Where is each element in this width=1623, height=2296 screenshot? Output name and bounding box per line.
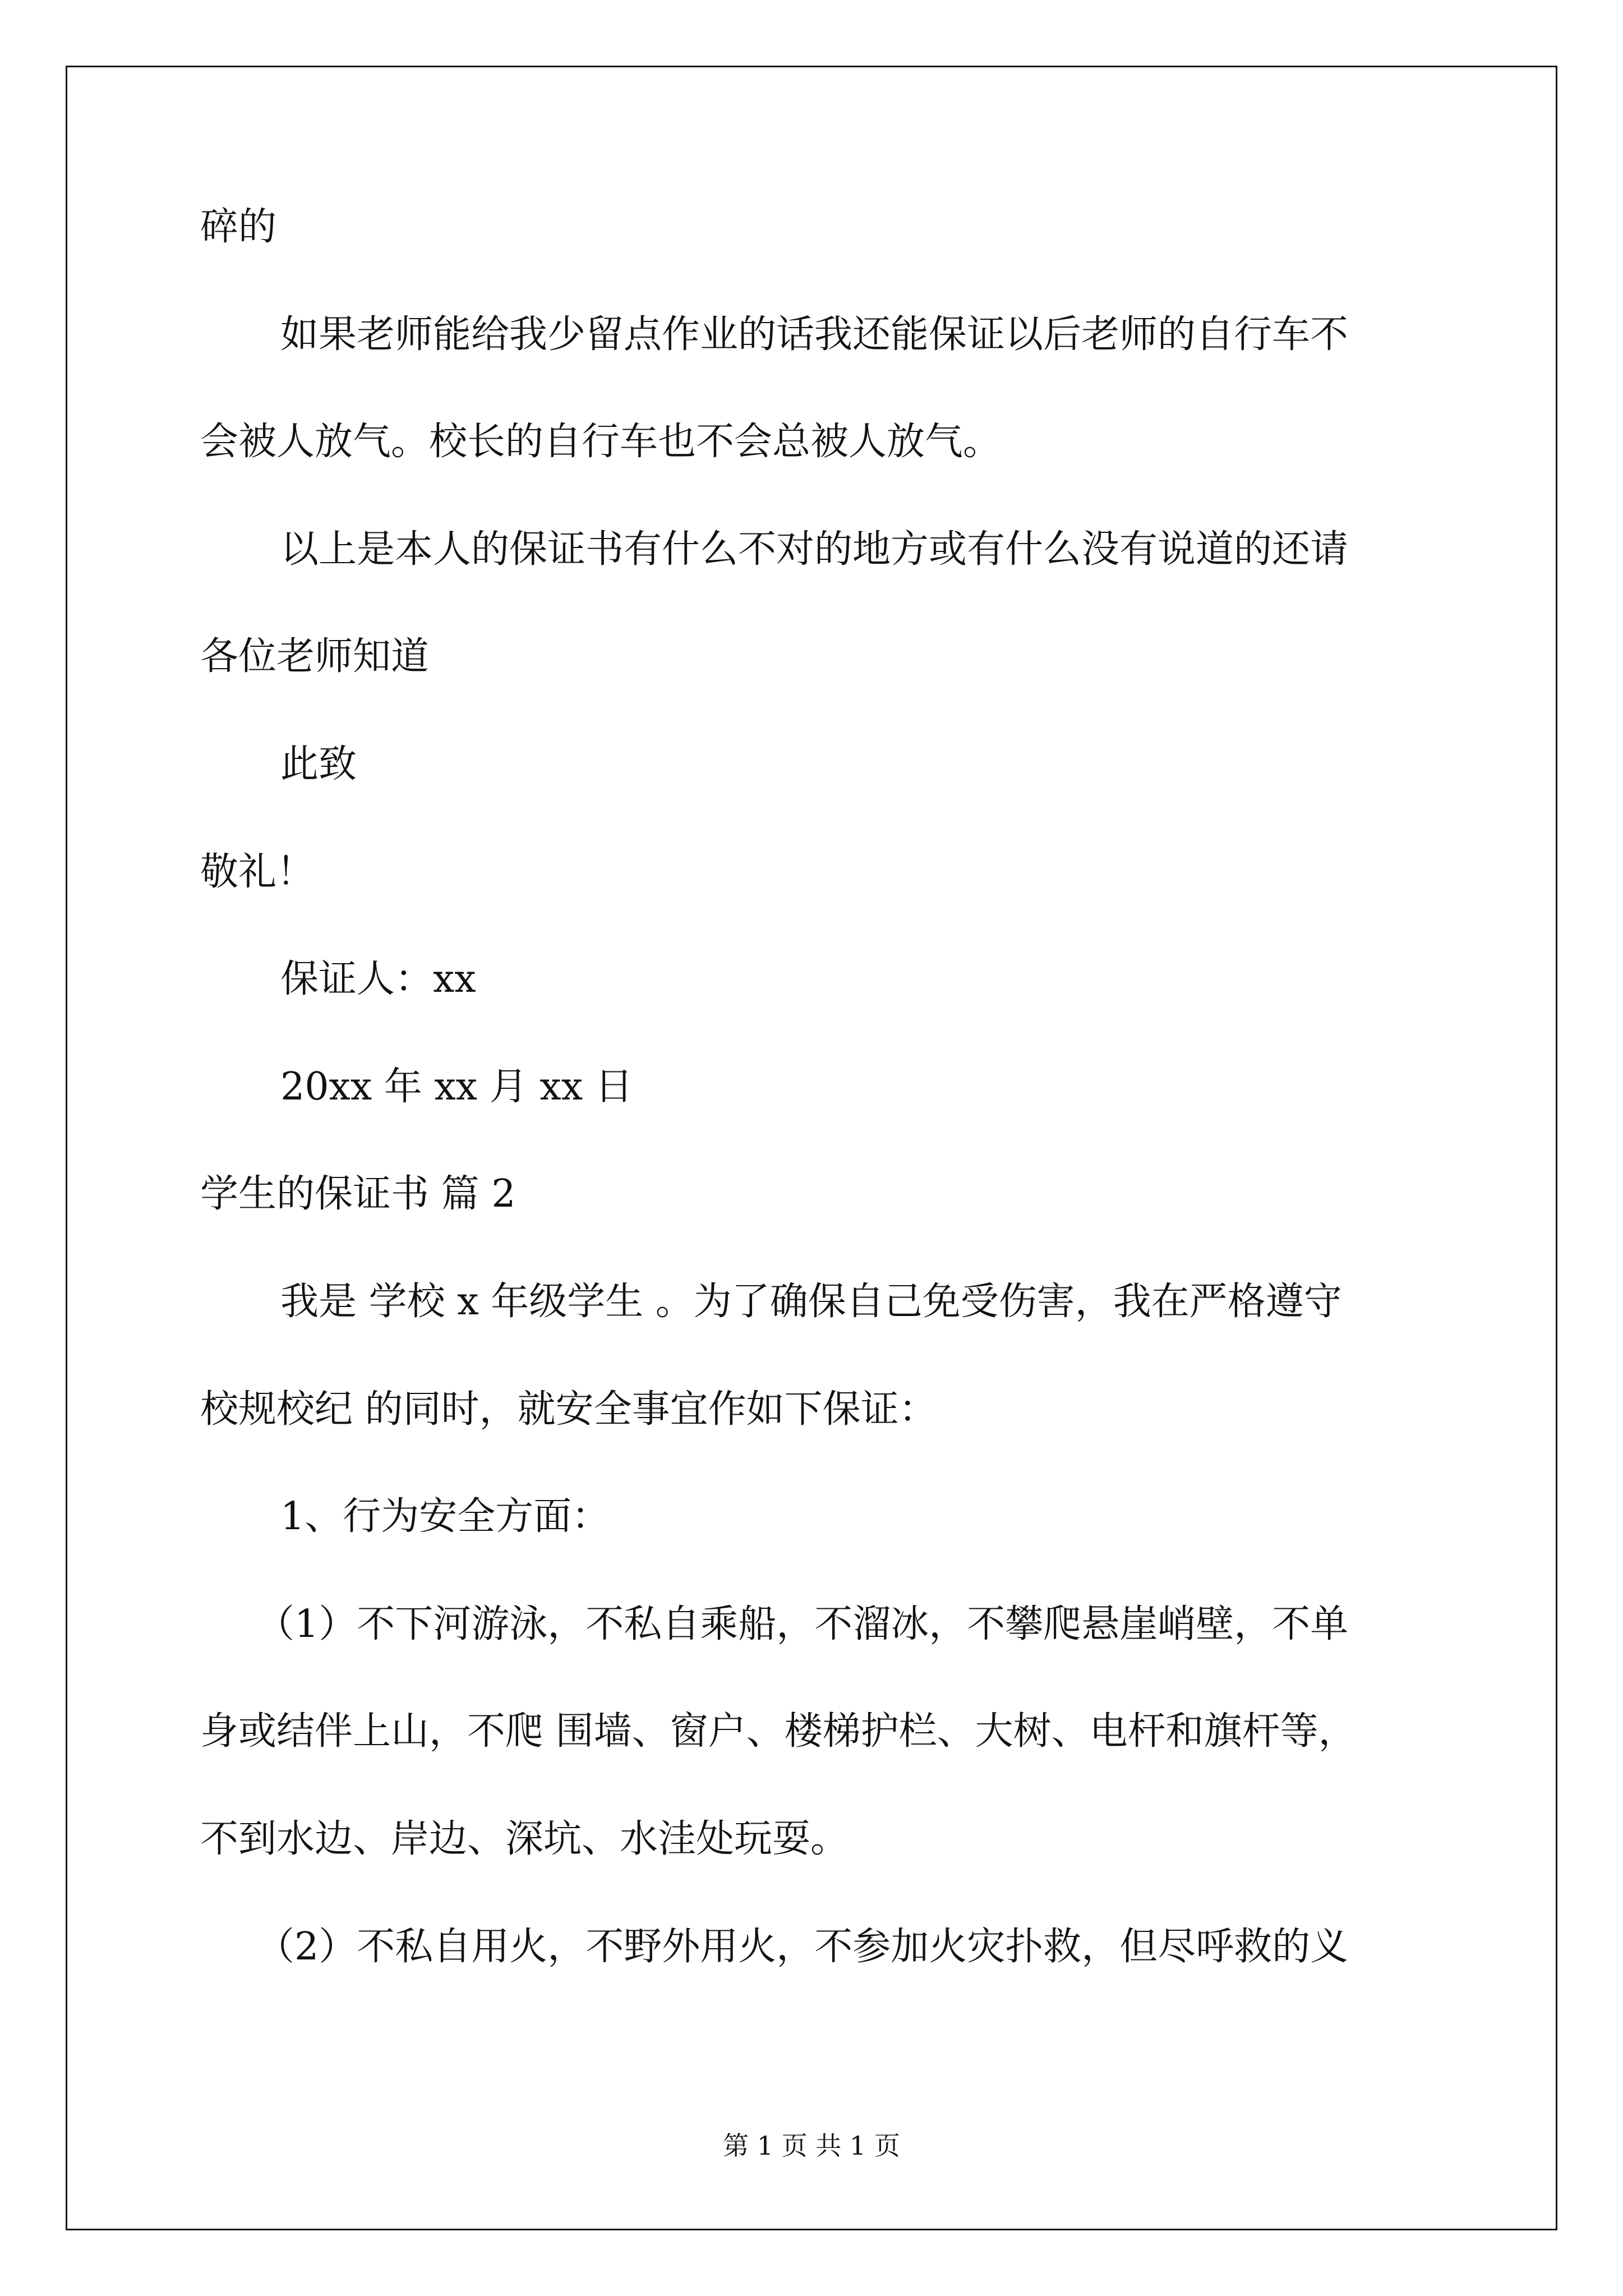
text-line: 会被人放气。校长的自行车也不会总被人放气。: [200, 420, 1002, 464]
page-footer: 第 1 页 共 1 页: [723, 2131, 900, 2161]
text-line: （1）不下河游泳，不私自乘船，不溜冰，不攀爬悬崖峭壁，不单: [256, 1602, 1349, 1646]
text-line: 各位老师知道: [200, 634, 430, 679]
text-line: （2）不私自用火，不野外用火，不参加火灾扑救，但尽呼救的义: [256, 1925, 1349, 1969]
date-line: 20xx 年 xx 月 xx 日: [280, 1065, 633, 1109]
text-line: 此致: [280, 742, 357, 786]
text-line: 我是 学校 x 年级学生 。为了确保自己免受伤害，我在严格遵守: [280, 1280, 1342, 1324]
section-heading: 学生的保证书 篇 2: [200, 1172, 516, 1216]
text-line: 不到水边、岸边、深坑、水洼处玩耍。: [200, 1817, 849, 1861]
text-line: 校规校纪 的同时，就安全事宜作如下保证：: [200, 1387, 937, 1432]
page-border: [66, 66, 1557, 2230]
text-line: 如果老师能给我少留点作业的话我还能保证以后老师的自行车不: [280, 312, 1349, 357]
text-line: 1、行为安全方面：: [280, 1494, 610, 1539]
signatory-line: 保证人：xx: [280, 957, 476, 1001]
text-line: 身或结伴上山，不爬 围墙、窗户、楼梯护栏、大树、电杆和旗杆等，: [200, 1709, 1357, 1754]
text-line: 敬礼！: [200, 850, 315, 894]
text-line: 以上是本人的保证书有什么不对的地方或有什么没有说道的还请: [280, 527, 1349, 572]
text-line: 碎的: [200, 205, 277, 249]
